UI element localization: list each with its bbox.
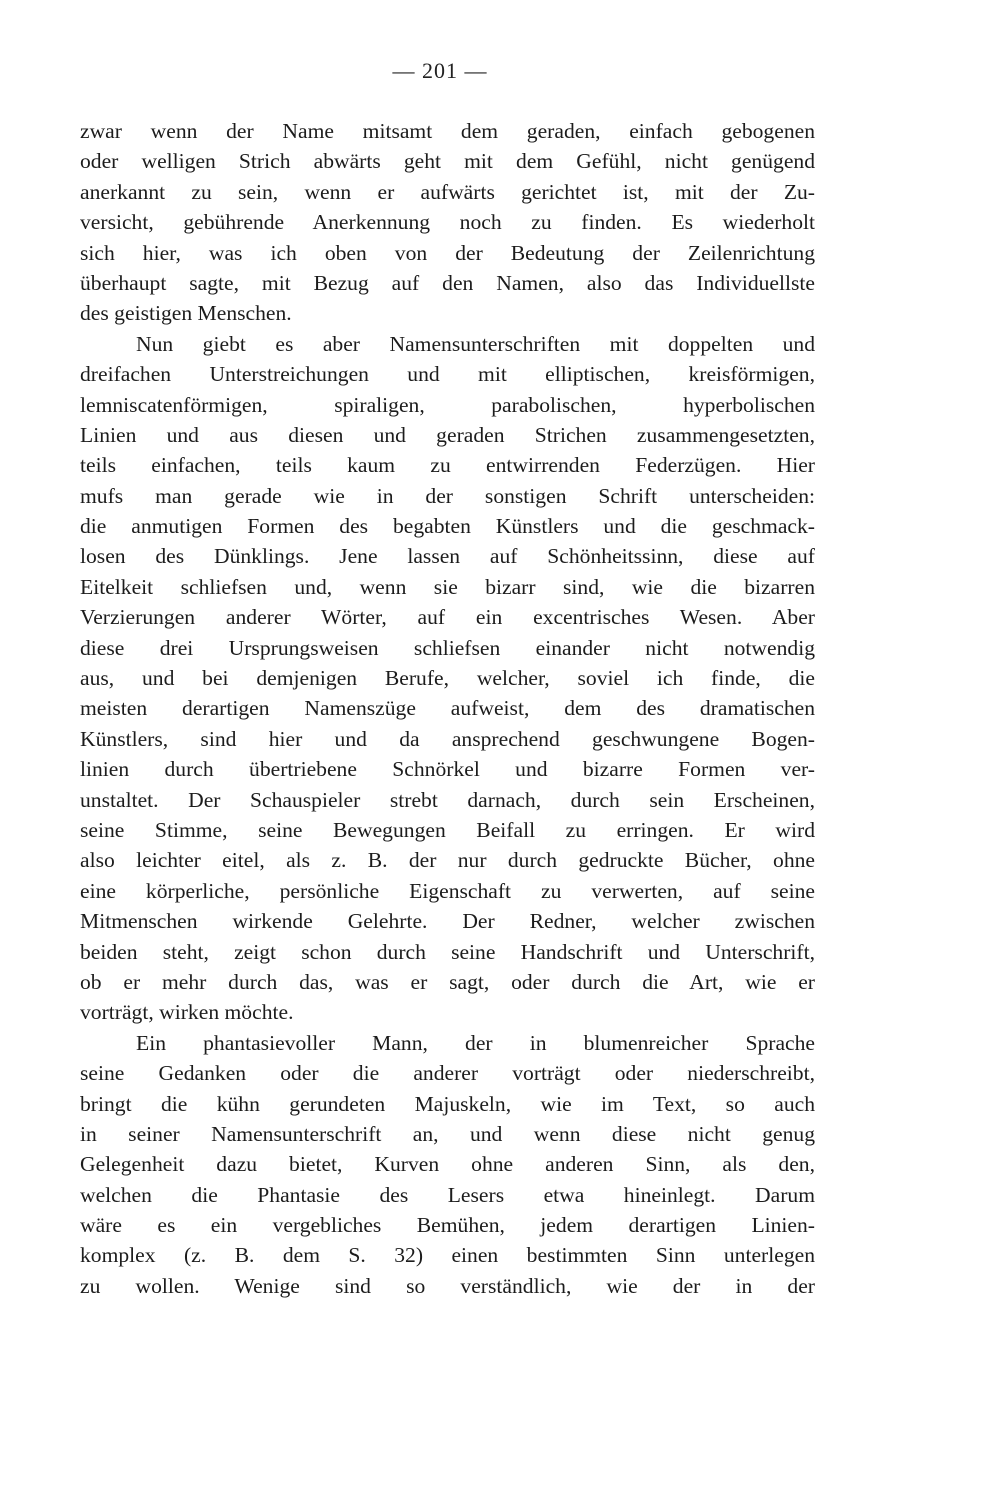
text-line: überhaupt sagte, mit Bezug auf den Namen, also das Individuellste [80, 270, 815, 295]
text-line: eine körperliche, persönliche Eigenschaft zu verwerten, auf seine [80, 878, 815, 903]
text-line: lemniscatenförmigen, spiraligen, parabolischen, hyperbolischen [80, 392, 815, 417]
text-line: Linien und aus diesen und geraden Strichen zusammengesetzten, [80, 422, 815, 447]
text-line: des geistigen Menschen. [80, 301, 292, 326]
text-line: vorträgt, wirken möchte. [80, 1000, 294, 1025]
text-line: Ein phantasievoller Mann, der in blumenreicher Sprache [136, 1030, 815, 1055]
text-line: diese drei Ursprungsweisen schliefsen einander nicht notwendig [80, 635, 815, 660]
text-line: beiden steht, zeigt schon durch seine Handschrift und Unterschrift, [80, 939, 815, 964]
text-line: dreifachen Unterstreichungen und mit elliptischen, kreisförmigen, [80, 362, 815, 387]
text-line: Mitmenschen wirkende Gelehrte. Der Redner, welcher zwischen [80, 909, 815, 934]
text-line: oder welligen Strich abwärts geht mit dem Gefühl, nicht genügend [80, 149, 815, 174]
text-line: Verzierungen anderer Wörter, auf ein excentrisches Wesen. Aber [80, 605, 815, 630]
text-line: bringt die kühn gerundeten Majuskeln, wie im Text, so auch [80, 1091, 815, 1116]
text-line: seine Stimme, seine Bewegungen Beifall zu erringen. Er wird [80, 817, 815, 842]
text-line: losen des Dünklings. Jene lassen auf Schönheitssinn, diese auf [80, 544, 815, 569]
paragraph [80, 116, 815, 329]
text-line: sich hier, was ich oben von der Bedeutung der Zeilenrichtung [80, 240, 815, 265]
text-line: anerkannt zu sein, wenn er aufwärts gerichtet ist, mit der Zu- [80, 179, 815, 204]
text-line: teils einfachen, teils kaum zu entwirrenden Federzügen. Hier [80, 453, 815, 478]
text-line: Eitelkeit schliefsen und, wenn sie bizarr sind, wie die bizarren [80, 574, 815, 599]
text-line: Nun giebt es aber Namensunterschriften mit doppelten und [136, 331, 815, 356]
paragraph [80, 329, 815, 1028]
page-number: — 201 — [392, 58, 488, 83]
text-line: unstaltet. Der Schauspieler strebt darnach, durch sein Erscheinen, [80, 787, 815, 812]
text-line: wäre es ein vergebliches Bemühen, jedem derartigen Linien- [80, 1213, 815, 1238]
text-line: die anmutigen Formen des begabten Künstlers und die geschmack- [80, 514, 815, 539]
text-line: zwar wenn der Name mitsamt dem geraden, einfach gebogenen [80, 119, 815, 143]
text-line: versicht, gebührende Anerkennung noch zu finden. Es wiederholt [80, 210, 815, 235]
text-line: ob er mehr durch das, was er sagt, oder durch die Art, wie er [80, 969, 815, 994]
text-line: linien durch übertriebene Schnörkel und bizarre Formen ver- [80, 757, 815, 782]
text-line: meisten derartigen Namenszüge aufweist, dem des dramatischen [80, 696, 815, 721]
text-line: Künstlers, sind hier und da ansprechend geschwungene Bogen- [80, 726, 815, 751]
text-line: Gelegenheit dazu bietet, Kurven ohne anderen Sinn, als den, [80, 1152, 815, 1177]
text-line: mufs man gerade wie in der sonstigen Schrift unterscheiden: [80, 483, 815, 508]
text-line: also leichter eitel, als z. B. der nur durch gedruckte Bücher, ohne [80, 848, 815, 873]
text-line: in seiner Namensunterschrift an, und wenn diese nicht genug [80, 1121, 815, 1146]
text-line: seine Gedanken oder die anderer vorträgt oder niederschreibt, [80, 1061, 815, 1086]
paragraph [80, 1028, 815, 1302]
text-line: aus, und bei demjenigen Berufe, welcher, soviel ich finde, die [80, 666, 815, 691]
text-line: welchen die Phantasie des Lesers etwa hineinlegt. Darum [80, 1182, 815, 1207]
text-line: zu wollen. Wenige sind so verständlich, wie der in der [80, 1273, 815, 1298]
body-text [80, 116, 815, 1301]
text-line: komplex (z. B. dem S. 32) einen bestimmten Sinn unterlegen [80, 1243, 815, 1268]
